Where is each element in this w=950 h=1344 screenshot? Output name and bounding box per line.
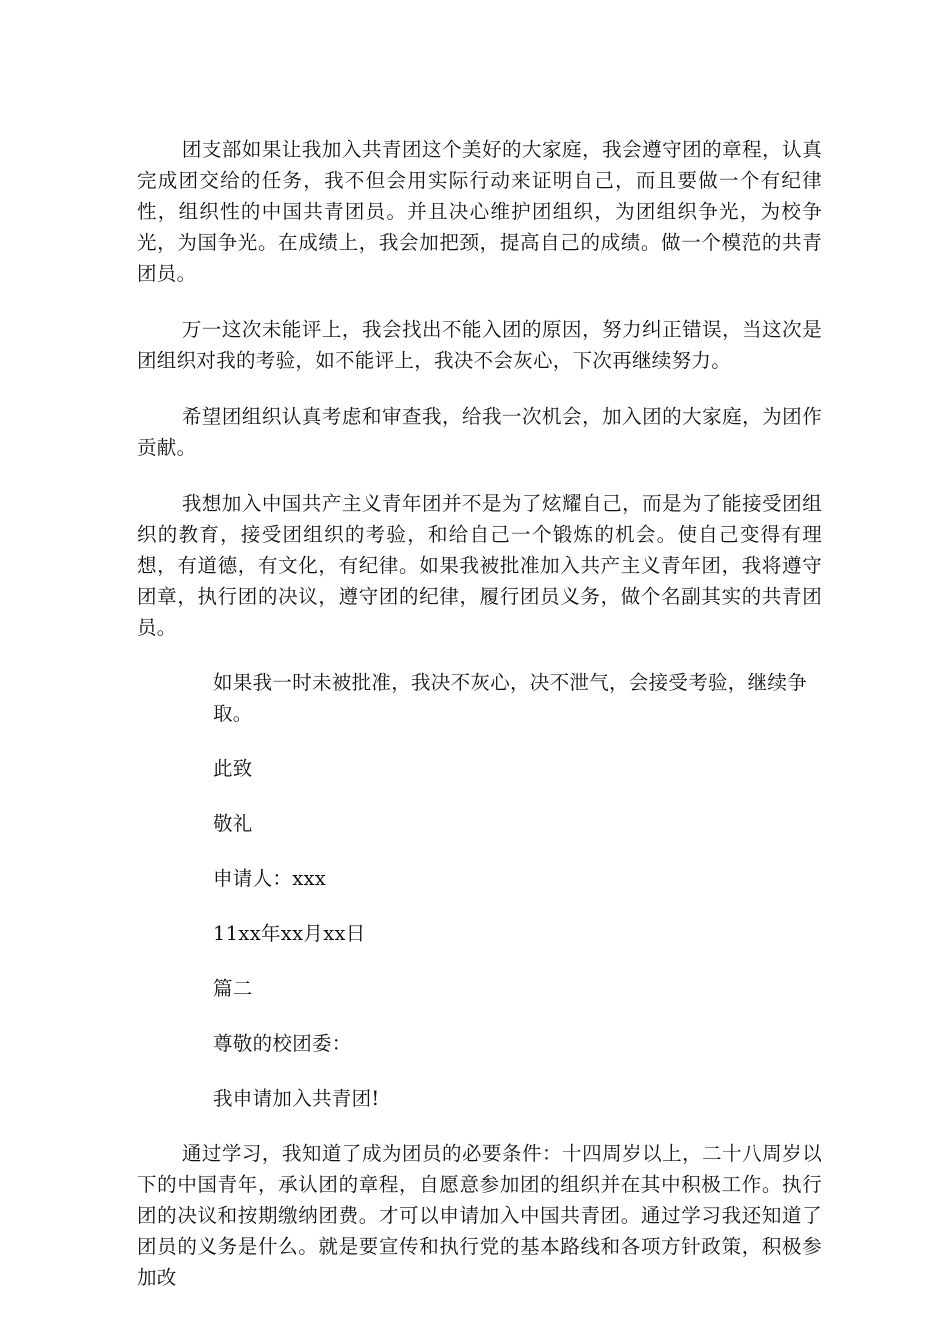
opening-statement: 我申请加入共青团! bbox=[213, 1087, 380, 1110]
salutation-jingli: 敬礼 bbox=[213, 812, 253, 835]
applicant-signature: 申请人：xxx bbox=[213, 867, 327, 890]
paragraph-1: 团支部如果让我加入共青团这个美好的大家庭，我会遵守团的章程，认真完成团交给的任务，我不但会用实际行动来证明自己，而且要做一个有纪律性，组织性的中国共青团员。并且决心维护团组织，为团组织争光，为校争光，为国争光。在成绩上，我会加把颈，提高自己的成绩。做一个模范的共青团员。 bbox=[137, 138, 822, 285]
section-heading: 篇二 bbox=[213, 977, 253, 1000]
paragraph-2: 万一这次未能评上，我会找出不能入团的原因，努力纠正错误，当这次是团组织对我的考验，如不能评上，我决不会灰心，下次再继续努力。 bbox=[137, 318, 822, 372]
paragraph-second-body: 通过学习，我知道了成为团员的必要条件：十四周岁以上，二十八周岁以下的中国青年，承认团的章程，自愿意参加团的组织并在其中积极工作。执行团的决议和按期缴纳团费。才可以申请加入中国共青团。通过学习我还知道了团员的义务是什么。就是要宣传和执行党的基本路线和各项方针政策，积极参加改 bbox=[137, 1142, 822, 1289]
closing-line: 如果我一时未被批准，我决不灰心，决不泄气，会接受考验，继续争取。 bbox=[213, 671, 808, 725]
salutation-cizhi: 此致 bbox=[213, 757, 253, 780]
document-page bbox=[137, 134, 822, 1293]
paragraph-3: 希望团组织认真考虑和审查我，给我一次机会，加入团的大家庭，为团作贡献。 bbox=[137, 405, 822, 459]
paragraph-4: 我想加入中国共产主义青年团并不是为了炫耀自己，而是为了能接受团组织的教育，接受团组织的考验，和给自己一个锻炼的机会。使自己变得有理想，有道德，有文化，有纪律。如果我被批准加入共产主义青年团，我将遵守团章，执行团的决议，遵守团的纪律，履行团员义务，做个名副其实的共青团员。 bbox=[137, 492, 822, 639]
addressee: 尊敬的校团委： bbox=[213, 1032, 352, 1055]
application-date: 11xx年xx月xx日 bbox=[213, 922, 366, 945]
